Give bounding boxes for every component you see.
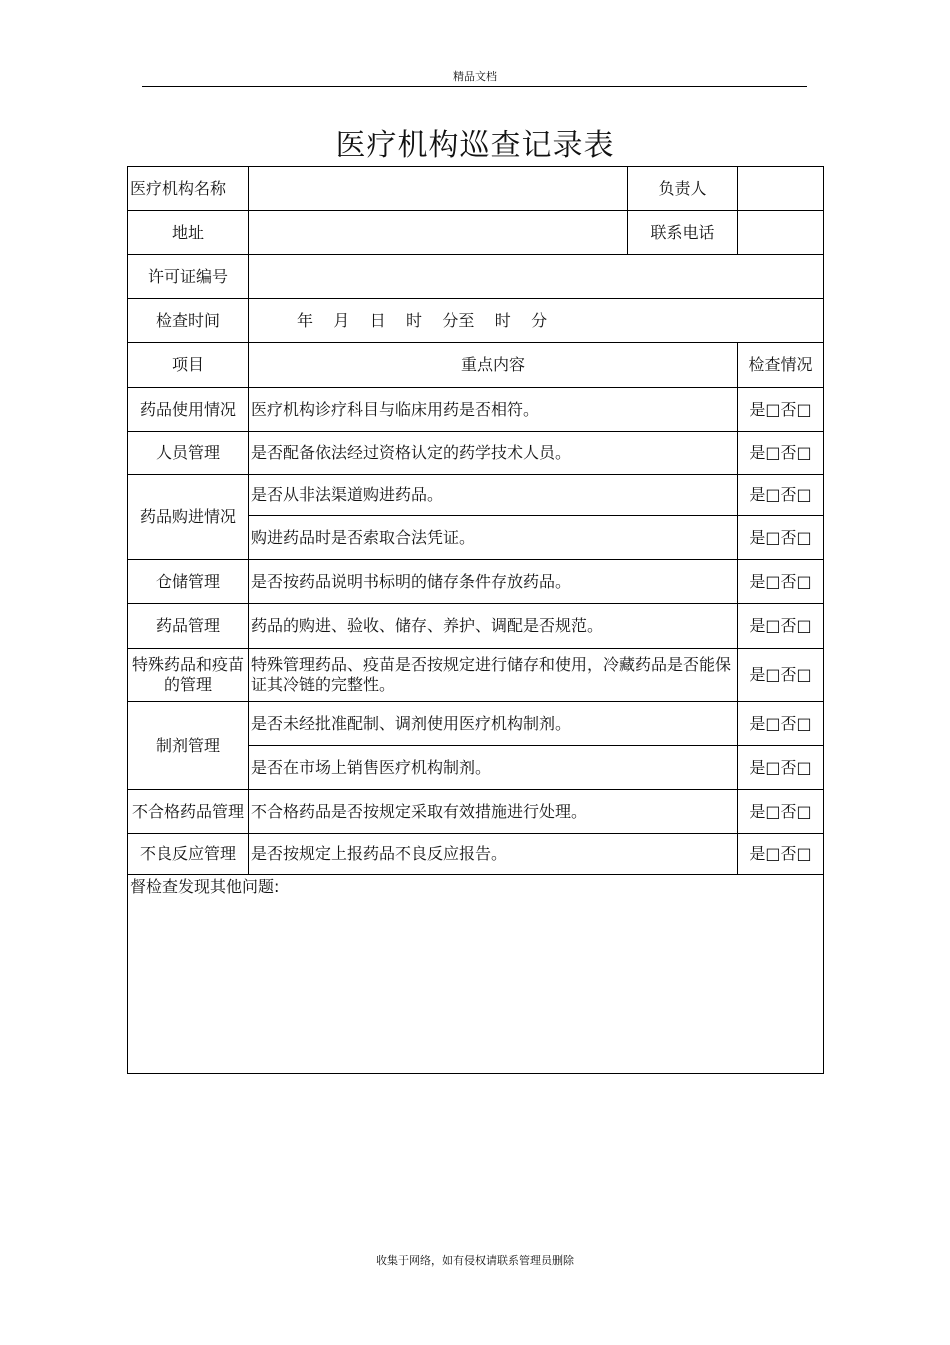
item-nonconforming-drugs: 不合格药品管理: [128, 790, 249, 834]
check-illegal-channel[interactable]: 是□否□: [738, 475, 824, 516]
content-special-drugs: 特殊管理药品、疫苗是否按规定进行储存和使用，冷藏药品是否能保证其冷链的完整性。: [249, 649, 738, 702]
item-personnel: 人员管理: [128, 432, 249, 475]
content-drug-management: 药品的购进、验收、储存、养护、调配是否规范。: [249, 604, 738, 649]
header-divider: [142, 86, 807, 87]
page-footer-text: 收集于网络，如有侵权请联系管理员删除: [376, 1254, 574, 1267]
check-special-drugs[interactable]: 是□否□: [738, 649, 824, 702]
address-label: 地址: [128, 211, 249, 255]
content-illegal-channel: 是否从非法渠道购进药品。: [249, 475, 738, 516]
check-market-sales[interactable]: 是□否□: [738, 746, 824, 790]
item-adverse-reactions: 不良反应管理: [128, 834, 249, 875]
check-drug-usage[interactable]: 是□否□: [738, 388, 824, 432]
org-name-field[interactable]: [249, 167, 628, 211]
content-purchase-certificate: 购进药品时是否索取合法凭证。: [249, 516, 738, 560]
license-field[interactable]: [249, 255, 824, 299]
check-unapproved-preparations[interactable]: 是□否□: [738, 702, 824, 746]
time-field[interactable]: 年 月 日 时 分至 时 分: [249, 299, 824, 343]
license-label: 许可证编号: [128, 255, 249, 299]
content-adverse-reactions: 是否按规定上报药品不良反应报告。: [249, 834, 738, 875]
time-label: 检查时间: [128, 299, 249, 343]
item-preparations: 制剂管理: [128, 702, 249, 790]
check-nonconforming-drugs[interactable]: 是□否□: [738, 790, 824, 834]
content-drug-usage: 医疗机构诊疗科目与临床用药是否相符。: [249, 388, 738, 432]
content-unapproved-preparations: 是否未经批准配制、调剂使用医疗机构制剂。: [249, 702, 738, 746]
check-storage[interactable]: 是□否□: [738, 560, 824, 604]
content-storage: 是否按药品说明书标明的储存条件存放药品。: [249, 560, 738, 604]
responsible-field[interactable]: [738, 167, 824, 211]
form-title: 医疗机构巡查记录表: [335, 128, 615, 163]
check-drug-management[interactable]: 是□否□: [738, 604, 824, 649]
item-drug-purchase: 药品购进情况: [128, 475, 249, 560]
item-drug-management: 药品管理: [128, 604, 249, 649]
column-header-content: 重点内容: [249, 343, 738, 388]
phone-field[interactable]: [738, 211, 824, 255]
phone-label: 联系电话: [628, 211, 738, 255]
item-special-drugs: 特殊药品和疫苗的管理: [128, 649, 249, 702]
content-nonconforming-drugs: 不合格药品是否按规定采取有效措施进行处理。: [249, 790, 738, 834]
column-header-status: 检查情况: [738, 343, 824, 388]
other-issues-field[interactable]: 督检查发现其他问题:: [128, 875, 824, 1074]
item-drug-usage: 药品使用情况: [128, 388, 249, 432]
content-market-sales: 是否在市场上销售医疗机构制剂。: [249, 746, 738, 790]
content-personnel: 是否配备依法经过资格认定的药学技术人员。: [249, 432, 738, 475]
column-header-item: 项目: [128, 343, 249, 388]
page-header-text: 精品文档: [453, 70, 497, 83]
inspection-record-table: [127, 166, 824, 1074]
org-name-label: 医疗机构名称: [128, 167, 249, 211]
responsible-label: 负责人: [628, 167, 738, 211]
check-adverse-reactions[interactable]: 是□否□: [738, 834, 824, 875]
address-field[interactable]: [249, 211, 628, 255]
check-purchase-certificate[interactable]: 是□否□: [738, 516, 824, 560]
item-storage: 仓储管理: [128, 560, 249, 604]
check-personnel[interactable]: 是□否□: [738, 432, 824, 475]
